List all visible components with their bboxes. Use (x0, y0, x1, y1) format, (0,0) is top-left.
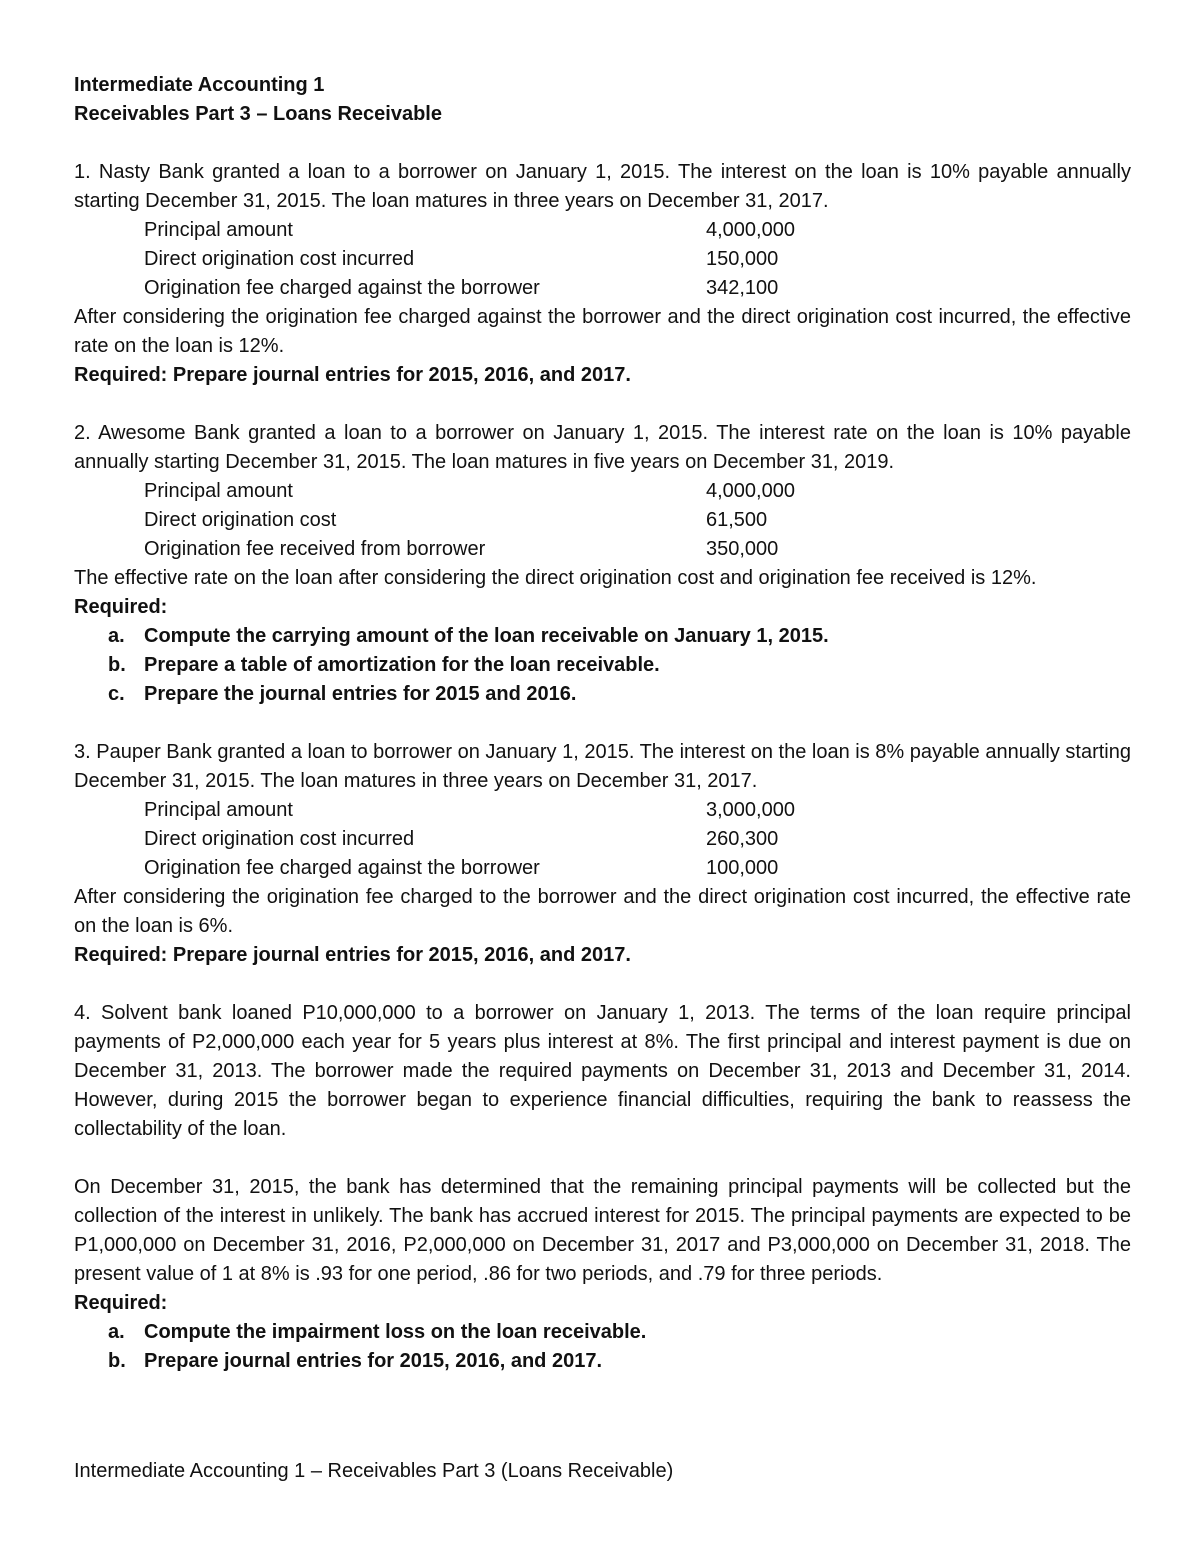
problem-3-text: 3. Pauper Bank granted a loan to borrower on January 1, 2015. The interest on the loan is 8% payable annually starting December 31, 2015. The loan matures in three years on December 31, 2017. (74, 741, 1131, 792)
data-row (74, 825, 1131, 854)
document-body (74, 71, 1131, 1376)
item-marker: b. (108, 1350, 126, 1372)
problem-3 (74, 738, 1131, 970)
topic-title: Receivables Part 3 – Loans Receivable (74, 103, 442, 125)
item-marker: c. (108, 683, 125, 705)
problem-4-required-label: Required: (74, 1292, 168, 1314)
item-amount: 4,000,000 (706, 480, 795, 502)
item-amount: 100,000 (706, 857, 779, 879)
item-text: Compute the carrying amount of the loan receivable on January 1, 2015. (144, 625, 829, 647)
problem-1 (74, 158, 1131, 390)
problem-2-text: 2. Awesome Bank granted a loan to a borrower on January 1, 2015. The interest rate on the loan is 10% payable annually starting December 31, 2015. The loan matures in five years on December 31, 2019. (74, 422, 1131, 473)
data-row (74, 506, 1131, 535)
item-amount: 350,000 (706, 538, 779, 560)
problem-2-note: The effective rate on the loan after considering the direct origination cost and origination fee received is 12%. (74, 567, 1037, 589)
problem-3-note: After considering the origination fee charged to the borrower and the direct origination cost incurred, the effective rate on the loan is 6%. (74, 886, 1131, 937)
item-label: Origination fee charged against the borrower (144, 857, 540, 879)
item-marker: a. (108, 1321, 125, 1343)
item-text: Prepare a table of amortization for the loan receivable. (144, 654, 660, 676)
data-row (74, 854, 1131, 883)
item-label: Origination fee received from borrower (144, 538, 486, 560)
item-amount: 342,100 (706, 277, 779, 299)
item-label: Direct origination cost (144, 509, 337, 531)
item-label: Origination fee charged against the borrower (144, 277, 540, 299)
item-label: Principal amount (144, 799, 293, 821)
problem-1-text: 1. Nasty Bank granted a loan to a borrower on January 1, 2015. The interest on the loan is 10% payable annually starting December 31, 2015. The loan matures in three years on December 31, 2017. (74, 161, 1131, 212)
problem-4-text-2: On December 31, 2015, the bank has determined that the remaining principal payments will be collected but the collection of the interest in unlikely. The bank has accrued interest for 2015. The principal payments are expected to be P1,000,000 on December 31, 2016, P2,000,000 on December 31, 2017 and P3,000,000 on December 31, 2018. The present value of 1 at 8% is .93 for one period, .86 for two periods, and .79 for three periods. (74, 1176, 1131, 1285)
problem-4 (74, 999, 1131, 1376)
item-amount: 4,000,000 (706, 219, 795, 241)
course-title: Intermediate Accounting 1 (74, 74, 325, 96)
item-label: Direct origination cost incurred (144, 828, 415, 850)
data-row (74, 535, 1131, 564)
required-item (74, 1318, 1131, 1347)
item-amount: 3,000,000 (706, 799, 795, 821)
item-amount: 61,500 (706, 509, 768, 531)
problem-3-required: Required: Prepare journal entries for 2015, 2016, and 2017. (74, 944, 631, 966)
problem-1-required: Required: Prepare journal entries for 2015, 2016, and 2017. (74, 364, 631, 386)
problem-2-required-label: Required: (74, 596, 168, 618)
data-row (74, 796, 1131, 825)
item-amount: 260,300 (706, 828, 779, 850)
item-label: Principal amount (144, 480, 293, 502)
problem-4-text: 4. Solvent bank loaned P10,000,000 to a borrower on January 1, 2013. The terms of the loan require principal payments of P2,000,000 each year for 5 years plus interest at 8%. The first principal and interest payment is due on December 31, 2013. The borrower made the required payments on December 31, 2013 and December 31, 2014. However, during 2015 the borrower began to experience financial difficulties, requiring the bank to reassess the collectability of the loan. (74, 1002, 1131, 1140)
item-marker: a. (108, 625, 125, 647)
problem-2-required-list (74, 622, 1131, 709)
data-row (74, 216, 1131, 245)
data-row (74, 245, 1131, 274)
problem-2 (74, 419, 1131, 709)
item-label: Direct origination cost incurred (144, 248, 415, 270)
required-item (74, 680, 1131, 709)
required-item (74, 651, 1131, 680)
item-label: Principal amount (144, 219, 293, 241)
required-item (74, 622, 1131, 651)
required-item (74, 1347, 1131, 1376)
data-row (74, 477, 1131, 506)
data-row (74, 274, 1131, 303)
item-text: Compute the impairment loss on the loan receivable. (144, 1321, 647, 1343)
page-footer: Intermediate Accounting 1 – Receivables Part 3 (Loans Receivable) (74, 1460, 674, 1482)
problem-1-note: After considering the origination fee charged against the borrower and the direct origination cost incurred, the effective rate on the loan is 12%. (74, 306, 1131, 357)
item-amount: 150,000 (706, 248, 779, 270)
item-text: Prepare the journal entries for 2015 and 2016. (144, 683, 577, 705)
problem-4-required-list (74, 1318, 1131, 1376)
item-marker: b. (108, 654, 126, 676)
item-text: Prepare journal entries for 2015, 2016, and 2017. (144, 1350, 603, 1372)
